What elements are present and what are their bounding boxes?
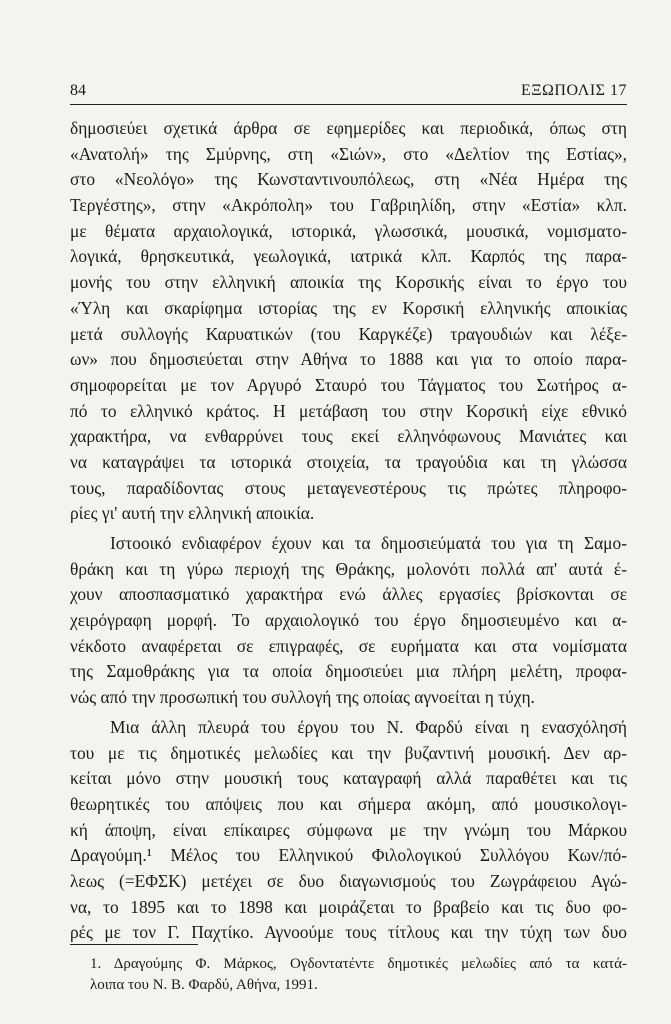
body-line: θεωρητικές του απόψεις που και σήμερα ακόμη, από μουσικολογι- (70, 793, 627, 814)
body-line: τους, παραδίδοντας στους μεταγενεστέρους τις πρώτες πληροφο- (70, 477, 627, 498)
body-line: ων» που δημοσιεύεται στην Αθήνα το 1888 και για το οποίο παρα- (70, 349, 627, 370)
body-line: χειρόγραφη μορφή. Το αρχαιολογικό του έργο δημοσιευμένο και α- (70, 610, 627, 631)
body-line: του με τις δημοτικές μελωδίες και την βυζαντινή μουσική. Δεν αρ- (70, 742, 627, 763)
body-line: δημοσιεύει σχετικά άρθρα σε εφημερίδες και περιοδικά, όπως στη (70, 118, 627, 138)
body-line: κείται μόνο στην μουσική τους καταγραφή αλλά παραθέτει και τις (70, 768, 627, 789)
footnote-line: λοιπα του Ν. Β. Φαρδύ, Αθήνα, 1991. (90, 977, 318, 993)
body-line: χουν αποσπασματικό χαρακτήρα ενώ άλλες εργασίες βρίσκονται σε (70, 584, 627, 605)
body-line: της Σαμοθράκης για τα οποία δημοσιεύει μια πλήρη μελέτη, προφα- (70, 661, 627, 682)
body-line: πό το ελληνικό κράτος. Η μετάβαση του στην Κορσική είχε εθνικό (70, 400, 627, 421)
footnote-rule (70, 944, 198, 945)
body-line: μονής του στην ελληνική αποικία της Κορσικής είναι το έργο του (70, 272, 627, 293)
body-line: «Ανατολή» της Σμύρνης, στη «Σιών», στο «Δελτίον της Εστίας», (70, 143, 627, 164)
body-line: λεως (=ΕΦΣΚ) μετέχει σε δυο διαγωνισμούς του Ζωγράφειου Αγώ- (70, 870, 627, 891)
body-line: να, το 1895 και το 1898 και μοιράζεται το βραβείο και τις δυο φο- (70, 896, 627, 917)
body-line: στο «Νεολόγο» της Κωνσταντινουπόλεως, στη «Νέα Ημέρα της (70, 169, 627, 190)
page-header (70, 82, 627, 105)
body-line: «Ύλη και σκαρίφημα ιστορίας της εν Κορσική ελληνικής αποικίας (70, 297, 627, 318)
body-line: χαρακτήρα, να ενθαρρύνει τους εκεί ελληνόφωνους Μανιάτες και (70, 426, 627, 447)
body-line: να καταγράψει τα ιστορικά στοιχεία, τα τραγούδια και τη γλώσσα (70, 451, 627, 472)
body-line: ρίες γι' αυτή την ελληνική αποικία. (70, 503, 315, 524)
body-line: Δραγούμη.¹ Μέλος του Ελληνικού Φιλολογικού Συλλόγου Κων/πό- (70, 845, 627, 866)
body-line: ρές με τον Γ. Παχτίκο. Αγνοούμε τους τίτλους και την τύχη των δυο (70, 922, 627, 943)
body-line: Τεργέστης», στην «Ακρόπολη» του Γαβριηλίδη, στην «Εστία» κλπ. (70, 195, 627, 216)
body-line: Μια άλλη πλευρά του έργου του Ν. Φαρδύ είναι η ενασχόλησή (110, 716, 627, 737)
body-line: θράκη και τη γύρω περιοχή της Θράκης, μολονότι πολλά απ' αυτά έ- (70, 558, 627, 579)
running-head: ΕΞΩΠΟΛΙΣ 17 (520, 82, 627, 99)
body-line: μετά συλλογής Καρυατικών (του Καργκέζε) τραγουδιών και λέξε- (70, 323, 627, 344)
body-line: νέκδοτο αναφέρεται σε επιγραφές, σε ευρήματα και στα νομίσματα (70, 635, 627, 656)
body-line: με θέματα αρχαιολογικά, ιστορικά, γλωσσικά, μουσικά, νομισματο- (70, 220, 627, 241)
body-line: κή άποψη, είναι επίκαιρες σύμφωνα με την γνώμη του Μάρκου (70, 819, 627, 840)
body-line: σημοφορείται με τον Αργυρό Σταυρό του Τάγματος του Σωτήρος α- (70, 374, 627, 395)
page-number: 84 (70, 82, 86, 99)
footnote (70, 954, 627, 996)
body-line: λογικά, θρησκευτικά, γεωλογικά, ιατρικά κλπ. Καρπός της παρα- (70, 246, 627, 267)
body-line: Ιστοοικό ενδιαφέρον έχουν και τα δημοσιεύματά του για τη Σαμο- (110, 533, 627, 553)
body-line: νώς από την προσωπική του συλλογή της οποίας αγνοείται η τύχη. (70, 687, 535, 708)
footnote-line: 1. Δραγούμης Φ. Μάρκος, Ογδοντατέντε δημοτικές μελωδίες από τα κατά- (90, 956, 627, 972)
body-text (70, 116, 627, 946)
